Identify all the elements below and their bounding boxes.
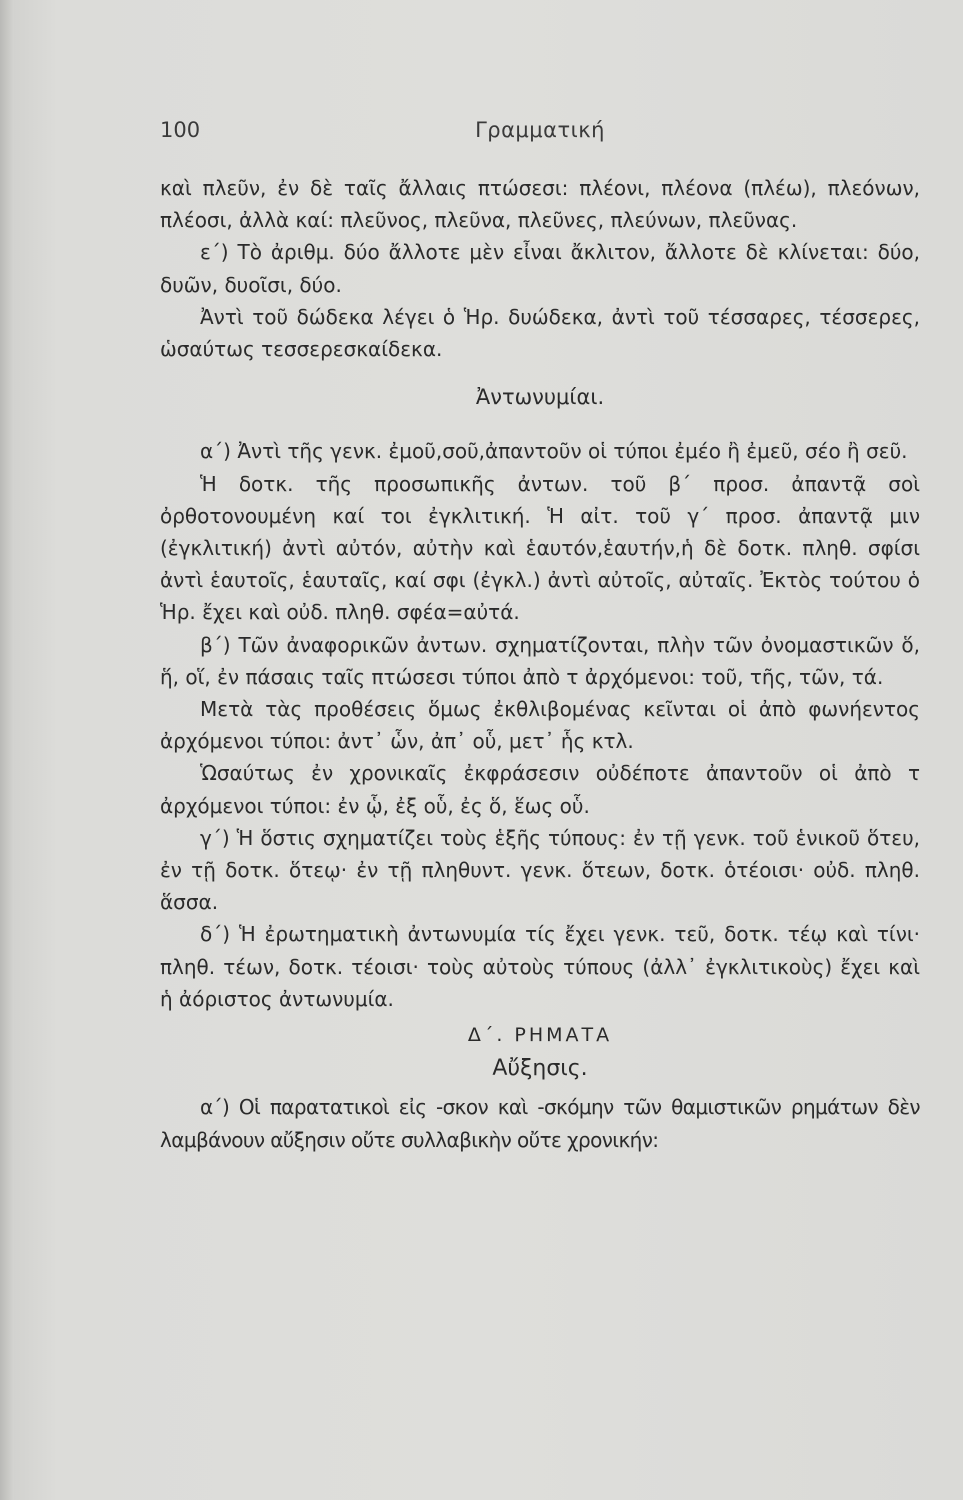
page-body bbox=[160, 172, 920, 1156]
paragraph-augment-a: α΄) Οἱ παρατατικοὶ εἰς -σκον καὶ -σκόμην τῶν θαμιστικῶν ρημάτων δὲν λαμβάνουν αὔξησιν οὔτε συλλαβικὴν οὔτε χρονικήν: bbox=[160, 1095, 920, 1152]
paragraph-pronouns-a: α΄) Ἀντὶ τῆς γενκ. ἐμοῦ,σοῦ,ἀπαντοῦν οἱ τύποι ἐμέο ἢ ἐμεῦ, σέο ἢ σεῦ. bbox=[200, 439, 908, 464]
section-heading-pronouns: Ἀντωνυμίαι. bbox=[475, 385, 605, 410]
paragraph-ostis: γ΄) Ἡ ὅστις σχηματίζει τοὺς ἑξῆς τύπους: ἐν τῇ γενκ. τοῦ ἑνικοῦ ὅτευ, ἐν τῇ δοτκ. ὅτεῳ· ἐν τῇ πληθυντ. γενκ. ὅτεων, δοτκ. ὁτέοισι· οὐδ. πληθ. ἅσσα. bbox=[160, 825, 920, 915]
paragraph-prepositions: Μετὰ τὰς προθέσεις ὅμως ἐκθλιβομένας κεῖνται οἱ ἀπὸ φωνήεντος ἀρχόμενοι τύποι: ἀντ᾽ ὧν, ἀπ᾽ οὗ, μετ᾽ ἧς κτλ. bbox=[160, 697, 920, 754]
paragraph-temporal: Ὡσαύτως ἐν χρονικαῖς ἐκφράσεσιν οὐδέποτε ἀπαντοῦν οἱ ἀπὸ τ ἀρχόμενοι τύποι: ἐν ᾧ, ἐξ οὗ, ἐς ὅ, ἕως οὗ. bbox=[160, 761, 920, 818]
page-header bbox=[160, 118, 920, 150]
paragraph-interrogative: δ΄) Ἡ ἐρωτηματικὴ ἀντωνυμία τίς ἔχει γενκ. τεῦ, δοτκ. τέῳ καὶ τίνι· πληθ. τέων, δοτκ. τέοισι· τοὺς αὐτοὺς τύπους (ἀλλ᾽ ἐγκλιτικοὺς) ἔχει καὶ ἡ ἀόριστος ἀντωνυμία. bbox=[160, 922, 920, 1011]
section-heading-augment: Αὔξησις. bbox=[492, 1056, 588, 1082]
running-title: Γραμματική bbox=[475, 118, 605, 142]
paragraph-continuation: καὶ πλεῦν, ἐν δὲ ταῖς ἄλλαις πτώσεσι: πλέονι, πλέονα (πλέω), πλεόνων, πλέοσι, ἀλλὰ καί: πλεῦνος, πλεῦνα, πλεῦνες, πλεύνων, πλεῦνας. bbox=[160, 176, 920, 233]
chapter-heading-verbs: Δ΄. ΡΗΜΑΤΑ bbox=[467, 1024, 613, 1047]
paragraph-relative-pronouns: β΄) Τῶν ἀναφορικῶν ἀντων. σχηματίζονται, πλὴν τῶν ὀνομαστικῶν ὅ, ἥ, οἵ, ἐν πάσαις ταῖς πτώσεσι τύποι ἀπὸ τ ἀρχόμενοι: τοῦ, τῆς, τῶν, τά. bbox=[160, 632, 920, 689]
paragraph-dative: Ἡ δοτκ. τῆς προσωπικῆς ἀντων. τοῦ β΄ προσ. ἀπαντᾷ σοὶ ὀρθοτονουμένη καί τοι ἐγκλιτική. Ἡ αἰτ. τοῦ γ΄ προσ. ἀπαντᾷ μιν (ἐγκλιτική) ἀντὶ αὐτόν, αὐτὴν καὶ ἑαυτόν,ἑαυτήν,ἡ δὲ δοτκ. πληθ. σφίσι ἀντὶ ἑαυτοῖς, ἑαυταῖς, καί σφι (ἐγκλ.) ἀντὶ αὐτοῖς, αὐταῖς. Ἐκτὸς τούτου ὁ Ἡρ. ἔχει καὶ οὐδ. πληθ. σφέα=αὐτά. bbox=[160, 471, 920, 625]
paragraph-dodeka: Ἀντὶ τοῦ δώδεκα λέγει ὁ Ἡρ. δυώδεκα, ἀντὶ τοῦ τέσσαρες, τέσσερες, ὡσαύτως τεσσερεσκαίδεκα. bbox=[160, 304, 920, 362]
paragraph-numeral-duo: ε΄) Τὸ ἀριθμ. δύο ἄλλοτε μὲν εἶναι ἄκλιτον, ἄλλοτε δὲ κλίνεται: δύο, δυῶν, δυοῖσι, δύο. bbox=[160, 240, 920, 297]
page-spine-edge bbox=[0, 0, 14, 1500]
page-number: 100 bbox=[160, 118, 201, 142]
